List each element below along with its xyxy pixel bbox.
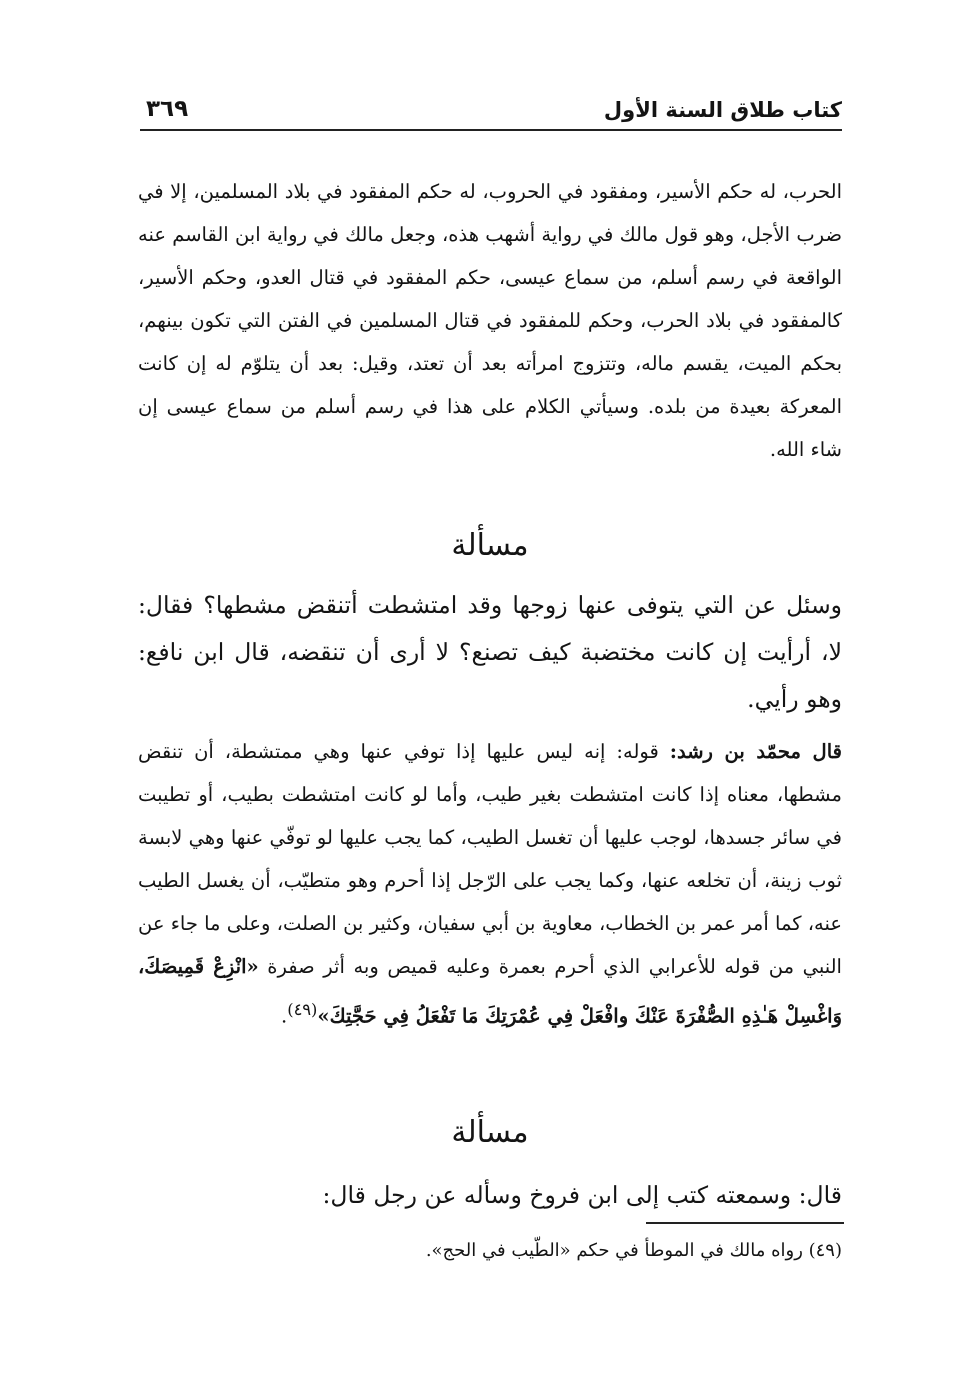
- question-paragraph-1: وسئل عن التي يتوفى عنها زوجها وقد امتشطت أتنقض مشطها؟ فقال: لا، أرأيت إن كانت مختضبة كيف تصنع؟ لا أرى أن تنقضه، قال ابن نافع: وهو رأيي.: [138, 591, 842, 713]
- question-paragraph-2: قال: وسمعته كتب إلى ابن فروخ وسأله عن رجل قال:: [322, 1181, 842, 1209]
- running-title: كتاب طلاق السنة الأول: [603, 98, 842, 122]
- page-number: ٣٦٩: [146, 96, 189, 122]
- commentary-author: قال محمّد بن رشد:: [669, 740, 842, 763]
- section-heading-masala-2: مسألة: [451, 1115, 529, 1150]
- section-heading-masala-1: مسألة: [451, 528, 529, 563]
- commentary-paragraph: [138, 730, 842, 1038]
- page-header: [140, 88, 842, 130]
- header-rule: [140, 129, 842, 131]
- footnote-rule: [646, 1222, 844, 1224]
- commentary-text: قوله: إنه ليس عليها إذا توفي عنها وهي ممتشطة، أن تنقض مشطها، معناه إذا كانت امتشطت بغير طيب، وأما لو كانت امتشطت بطيب، أو تطيبت في سائر جسدها، لوجب عليها أن تغسل الطيب، كما يجب عليها لو توفّي عنها وهي لابسة ثوب زينة، أن تخلعه عنها، وكما يجب على الرّجل إذا أحرم وهو متطيّب، أن يغسل الطيب عنه، كما أمر عمر بن الخطاب، معاوية بن أبي سفيان، وكثير بن الصلت، وعلى ما جاء عن النبي من قوله للأعرابي الذي أحرم بعمرة وعليه قميص وبه أثر صفرة: [138, 740, 842, 978]
- hadith-quote: «انْزِعْ قَمِيصَكَ، وَاغْسِلْ هَـٰذِهِ الصُّفْرَةَ عَنْكَ وافْعَلْ فِي عُمْرَتِكَ مَا تَفْعَلُ فِي حَجَّتِكَ»: [138, 955, 842, 1028]
- footnote: (٤٩) رواه مالك في الموطأ في حكم «الطّيب في الحج».: [425, 1240, 842, 1261]
- commentary-end: .: [281, 1004, 288, 1028]
- paragraph-continuation: الحرب، له حكم الأسير، ومفقود في الحروب، له حكم المفقود في بلاد المسلمين، إلا في ضرب الأجل، وهو قول مالك في رواية أشهب هذه، وجعل مالك في رواية ابن القاسم عنه الواقعة في رسم أسلم، من سماع عيسى، حكم المفقود في قتال العدو، وحكم الأسير، كالمفقود في بلاد الحرب، وحكم للمفقود في قتال المسلمين في الفتن التي تكون بينهم، بحكم الميت، يقسم ماله، وتتزوج امرأته بعد أن تعتد، وقيل: بعد أن يتلوّم له إن كانت المعركة بعيدة من بلده. وسيأتي الكلام على هذا في رسم أسلم من سماع عيسى إن شاء الله.: [138, 180, 842, 461]
- footnote-reference: (٤٩): [287, 1000, 318, 1019]
